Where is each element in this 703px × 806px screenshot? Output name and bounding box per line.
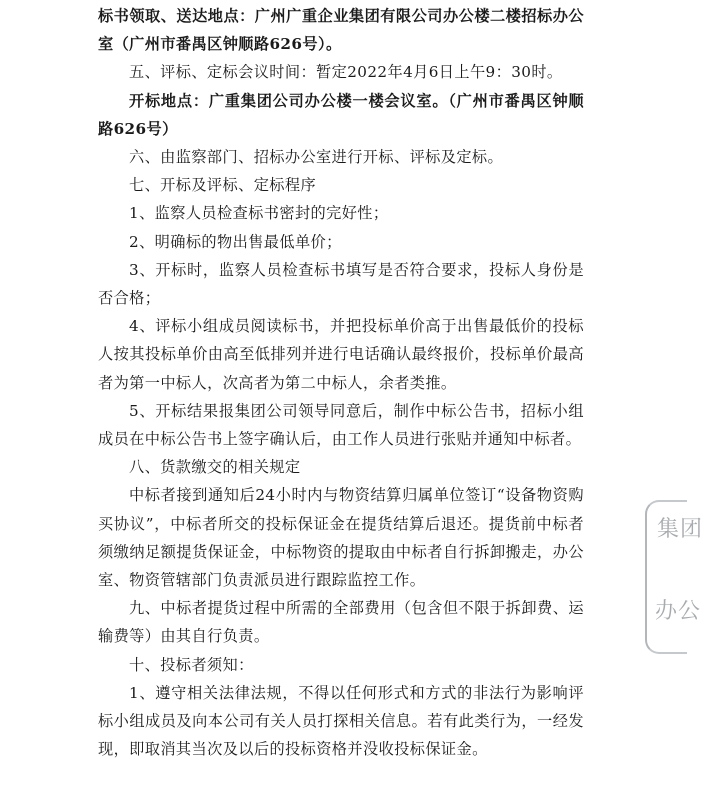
section-7-item-2: 2、明确标的物出售最低单价； bbox=[129, 232, 342, 251]
section-8-body: 中标者接到通知后24小时内与物资结算归属单位签订“设备物资购买协议”，中标者所交的投标保证金在提货结算后退还。提货前中标者须缴纳足额提货保证金，中标物资的提取由中标者自行拆卸搬走，办公室、物资管辖部门负责派员进行跟踪监控工作。 bbox=[98, 486, 584, 590]
section-7-item-5: 5、开标结果报集团公司领导同意后，制作中标公告书，招标小组成员在中标公告书上签字确认后，由工作人员进行张贴并通知中标者。 bbox=[98, 401, 584, 449]
section-7-heading: 七、开标及评标、定标程序 bbox=[129, 176, 317, 195]
section-9-paragraph: 九、中标者提货过程中所需的全部费用（包含但不限于拆卸费、运输费等）由其自行负责。 bbox=[98, 599, 584, 646]
section-6-supervision: 六、由监察部门、招标办公室进行开标、评标及定标。 bbox=[129, 148, 504, 167]
section-10-heading: 十、投标者须知： bbox=[129, 655, 254, 674]
opening-location-paragraph: 开标地点：广重集团公司办公楼一楼会议室。（广州市番禺区钟顺路626号） bbox=[98, 91, 584, 138]
section-7-item-1: 1、监察人员检查标书密封的完好性； bbox=[129, 204, 389, 223]
seal-text-bottom: 办公 bbox=[655, 599, 702, 624]
seal-text-top: 集团 bbox=[657, 517, 703, 542]
section-8-heading: 八、货款缴交的相关规定 bbox=[129, 458, 301, 477]
section-7-item-4: 4、评标小组成员阅读标书，并把投标单价高于出售最低价的投标人按其投标单价由高至低排列并进行电话确认最终报价，投标单价最高者为第一中标人，次高者为第二中标人，余者类推。 bbox=[98, 317, 584, 392]
document-body bbox=[98, 2, 584, 763]
company-seal-stamp bbox=[645, 500, 703, 654]
pickup-location-paragraph: 标书领取、送达地点：广州广重企业集团有限公司办公楼二楼招标办公室（广州市番禺区钟顺路626号）。 bbox=[98, 7, 584, 54]
section-10-item-1: 1、遵守相关法律法规，不得以任何形式和方式的非法行为影响评标小组成员及向本公司有关人员打探相关信息。若有此类行为，一经发现，即取消其当次及以后的投标资格并没收投标保证金。 bbox=[98, 683, 584, 759]
section-7-item-3: 3、开标时，监察人员检查标书填写是否符合要求，投标人身份是否合格； bbox=[98, 260, 584, 308]
section-5-meeting-time: 五、评标、定标会议时间：暂定2022年4月6日上午9：30时。 bbox=[129, 63, 563, 82]
